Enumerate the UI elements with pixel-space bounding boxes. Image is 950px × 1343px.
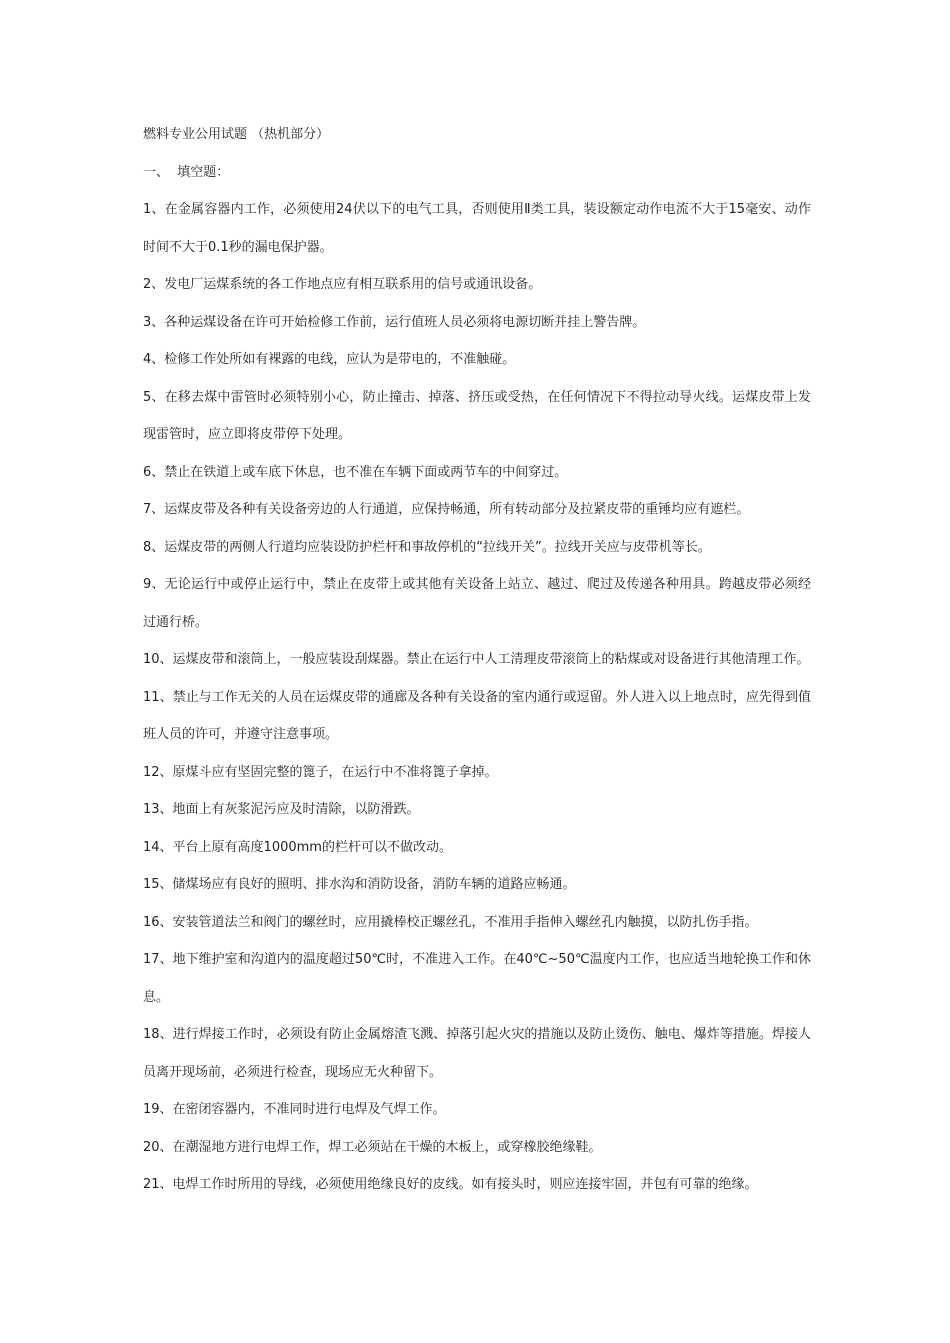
question-item-3: 3、各种运煤设备在许可开始检修工作前，运行值班人员必须将电源切断并挂上警告牌。 [143,314,646,330]
question-item-6: 6、禁止在铁道上或车底下休息，也不准在车辆下面或两节车的中间穿过。 [143,464,568,480]
question-item-15: 15、储煤场应有良好的照明、排水沟和消防设备，消防车辆的道路应畅通。 [143,877,576,892]
document-title: 燃料专业公用试题 （热机部分） [143,127,330,142]
question-item-1: 1、在金属容器内工作，必须使用24伏以下的电气工具，否则使用Ⅱ类工具，装设额定动作电流不大于15毫安、动作时间不大于0.1秒的漏电保护器。 [143,202,811,255]
question-item-9: 9、无论运行中或停止运行中，禁止在皮带上或其他有关设备上站立、越过、爬过及传递各种用具。跨越皮带必须经过通行桥。 [143,577,811,630]
question-item-14: 14、平台上原有高度1000mm的栏杆可以不做改动。 [143,839,452,855]
question-item-17: 17、地下维护室和沟道内的温度超过50℃时，不准进入工作。在40℃~50℃温度内工作，也应适当地轮换工作和休息。 [143,952,811,1005]
question-item-18: 18、进行焊接工作时，必须设有防止金属熔渣飞溅、掉落引起火灾的措施以及防止烫伤、触电、爆炸等措施。焊接人员离开现场前，必须进行检查，现场应无火种留下。 [143,1027,811,1080]
question-item-11: 11、禁止与工作无关的人员在运煤皮带的通廊及各种有关设备的室内通行或逗留。外人进入以上地点时，应先得到值班人员的许可，并遵守注意事项。 [143,689,811,742]
question-item-16: 16、安装管道法兰和阀门的螺丝时，应用撬棒校正螺丝孔，不准用手指伸入螺丝孔内触摸，以防扎伤手指。 [143,914,758,930]
section-heading-fill-in-blank: 一、 填空题： [143,164,230,180]
question-list [143,191,811,1204]
question-item-5: 5、在移去煤中雷管时必须特别小心，防止撞击、掉落、挤压或受热，在任何情况下不得拉动导火线。运煤皮带上发现雷管时，应立即将皮带停下处理。 [143,389,811,442]
question-item-12: 12、原煤斗应有坚固完整的篦子，在运行中不准将篦子拿掉。 [143,764,498,780]
question-item-20: 20、在潮湿地方进行电焊工作，焊工必须站在干燥的木板上，或穿橡胶绝缘鞋。 [143,1139,602,1155]
question-item-7: 7、运煤皮带及各种有关设备旁边的人行通道，应保持畅通，所有转动部分及拉紧皮带的重锤均应有遮栏。 [143,502,750,517]
question-item-13: 13、地面上有灰浆泥污应及时清除，以防滑跌。 [143,802,420,817]
question-item-19: 19、在密闭容器内，不准同时进行电焊及气焊工作。 [143,1102,446,1117]
question-item-2: 2、发电厂运煤系统的各工作地点应有相互联系用的信号或通讯设备。 [143,277,542,292]
question-item-8: 8、运煤皮带的两侧人行道均应装设防护栏杆和事故停机的“拉线开关”。拉线开关应与皮带机等长。 [143,539,711,555]
document-page [143,116,811,1204]
question-item-10: 10、运煤皮带和滚筒上，一般应装设刮煤器。禁止在运行中人工清理皮带滚筒上的粘煤或对设备进行其他清理工作。 [143,652,810,667]
question-item-21: 21、电焊工作时所用的导线，必须使用绝缘良好的皮线。如有接头时，则应连接牢固，并包有可靠的绝缘。 [143,1177,758,1192]
question-item-4: 4、检修工作处所如有裸露的电线，应认为是带电的，不准触碰。 [143,352,516,367]
